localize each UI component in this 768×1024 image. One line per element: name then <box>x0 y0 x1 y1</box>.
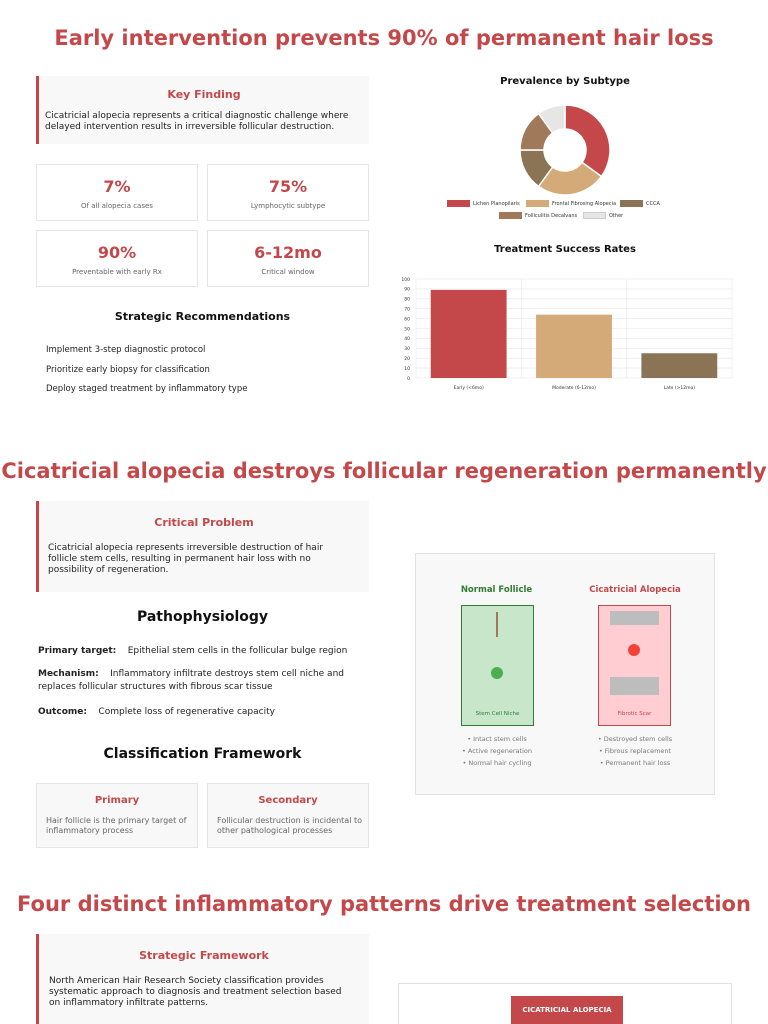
y-tick-label: 40 <box>404 337 410 343</box>
classification-tree <box>398 983 732 1024</box>
recommendation-item: Implement 3-step diagnostic protocol <box>46 345 206 355</box>
legend-label: Other <box>609 212 624 219</box>
legend-label: Frontal Fibrosing Alopecia <box>552 200 617 207</box>
y-tick-label: 70 <box>404 307 410 313</box>
destroyed-cell-dot <box>628 644 640 656</box>
stat-card-3 <box>36 230 198 287</box>
key-finding-title: Key Finding <box>167 88 241 101</box>
stat-value: 75% <box>268 177 308 196</box>
x-tick-label: Early (<6mo) <box>453 386 484 391</box>
pie-legend-item <box>499 212 577 219</box>
legend-label: CCCA <box>646 200 660 207</box>
y-tick-label: 60 <box>404 317 410 323</box>
pie-chart-title: Prevalence by Subtype <box>500 76 630 87</box>
bar <box>431 290 507 378</box>
legend-swatch <box>499 212 522 219</box>
recommendation-item: Deploy staged treatment by inflammatory type <box>46 384 248 394</box>
patho-title: Pathophysiology <box>136 609 269 625</box>
normal-follicle-illustration <box>461 605 534 726</box>
stat-card-1 <box>36 164 198 221</box>
alopecia-illustration <box>598 605 671 726</box>
patho-mechanism <box>38 668 368 694</box>
y-tick-label: 80 <box>404 297 410 303</box>
section1-title: Early intervention prevents 90% of permanent hair loss <box>54 26 714 50</box>
classification-secondary-text: Follicular destruction is incidental to other pathological processes <box>217 816 362 835</box>
key-finding-card <box>36 76 369 144</box>
legend-swatch <box>620 200 643 207</box>
critical-problem-text: Cicatricial alopecia represents irreversible destruction of hair follicle stem cells, resulting in permanent hair loss with no possibility of regeneration. <box>48 543 324 575</box>
classification-primary-title: Primary <box>94 795 140 806</box>
normal-bullet: • Normal hair cycling <box>462 759 532 767</box>
y-tick-label: 10 <box>404 366 410 372</box>
recommendation-item: Prioritize early biopsy for classification <box>46 365 210 375</box>
scar-band-bottom <box>610 677 659 695</box>
patho-mechanism-text: Inflammatory infiltrate destroys stem cell niche and replaces follicular structures with fibrous scar tissue <box>38 669 344 692</box>
y-tick-label: 90 <box>404 287 410 293</box>
patho-target-label: Primary target: <box>38 646 117 656</box>
stat-label: Of all alopecia cases <box>81 202 153 210</box>
stat-card-2 <box>207 164 369 221</box>
patho-outcome-text: Complete loss of regenerative capacity <box>98 707 275 717</box>
section2-title: Cicatricial alopecia destroys follicular regeneration permanently <box>1 459 767 483</box>
patho-mechanism-label: Mechanism: <box>38 669 99 679</box>
classification-primary <box>36 783 198 848</box>
legend-label: Folliculitis Decalvans <box>525 212 578 219</box>
normal-follicle-title: Normal Follicle <box>460 585 533 595</box>
alopecia-bullet: • Fibrous replacement <box>598 747 672 755</box>
pie-chart <box>400 95 730 205</box>
normal-bullet: • Active regeneration <box>462 747 532 755</box>
y-tick-label: 0 <box>407 376 410 382</box>
critical-problem-card <box>36 501 369 592</box>
classification-secondary-title: Secondary <box>258 795 318 806</box>
normal-bullets <box>436 733 558 769</box>
pie-legend-item <box>526 200 616 207</box>
patho-target <box>38 645 368 658</box>
x-tick-label: Late (>12mo) <box>663 386 696 391</box>
legend-swatch <box>447 200 470 207</box>
legend-label: Lichen Planopilaris <box>473 200 520 207</box>
alopecia-label: Fibrotic Scar <box>617 711 652 717</box>
stat-card-4 <box>207 230 369 287</box>
strategic-framework-card <box>36 934 369 1024</box>
stem-cell-dot <box>491 667 503 679</box>
classification-secondary <box>207 783 369 848</box>
pie-legend-item <box>583 212 623 219</box>
normal-follicle-label: Stem Cell Niche <box>475 711 520 717</box>
hair-shaft <box>496 612 498 637</box>
legend-swatch <box>583 212 606 219</box>
y-tick-label: 50 <box>404 327 410 333</box>
alopecia-title: Cicatricial Alopecia <box>589 585 681 595</box>
alopecia-bullet: • Permanent hair loss <box>599 759 671 767</box>
stat-label: Lymphocytic subtype <box>250 202 326 210</box>
pie-legend-item <box>447 200 520 207</box>
y-tick-label: 100 <box>401 277 410 283</box>
bar-chart <box>396 272 736 396</box>
strategic-framework-title: Strategic Framework <box>139 949 269 962</box>
key-finding-text: Cicatricial alopecia represents a critical diagnostic challenge where delayed intervention results in irreversible follicular destruction. <box>45 111 349 132</box>
stat-label: Preventable with early Rx <box>72 268 162 276</box>
bar <box>536 315 612 378</box>
legend-swatch <box>526 200 549 207</box>
bar <box>641 353 717 378</box>
strategic-framework-text: North American Hair Research Society classification provides systematic approach to diagnosis and treatment selection based on inflammatory infiltrate patterns. <box>49 976 342 1008</box>
normal-bullet: • Intact stem cells <box>467 735 527 743</box>
patho-target-text: Epithelial stem cells in the follicular bulge region <box>127 646 348 656</box>
recommendations-title: Strategic Recommendations <box>114 310 291 323</box>
pie-legend-item <box>620 200 660 207</box>
alopecia-bullet: • Destroyed stem cells <box>597 735 673 743</box>
stat-value: 6-12mo <box>254 243 322 262</box>
x-tick-label: Moderate (6-12mo) <box>552 386 596 391</box>
y-tick-label: 20 <box>404 357 410 362</box>
stat-value: 90% <box>97 243 137 262</box>
y-tick-label: 30 <box>404 347 410 353</box>
bar-chart-title: Treatment Success Rates <box>494 244 636 255</box>
critical-problem-title: Critical Problem <box>154 516 254 529</box>
stat-value: 7% <box>103 177 131 196</box>
patho-outcome <box>38 706 368 719</box>
scar-band-top <box>610 611 659 625</box>
alopecia-bullets <box>574 733 696 769</box>
stat-label: Critical window <box>261 268 315 276</box>
patho-outcome-label: Outcome: <box>38 707 87 717</box>
classification-primary-text: Hair follicle is the primary target of inflammatory process <box>46 816 187 835</box>
classification-title: Classification Framework <box>103 746 302 762</box>
follicle-comparison-diagram <box>415 553 715 795</box>
tree-root-node: CICATRICIAL ALOPECIA <box>511 996 623 1024</box>
section3-title: Four distinct inflammatory patterns drive treatment selection <box>17 892 751 916</box>
